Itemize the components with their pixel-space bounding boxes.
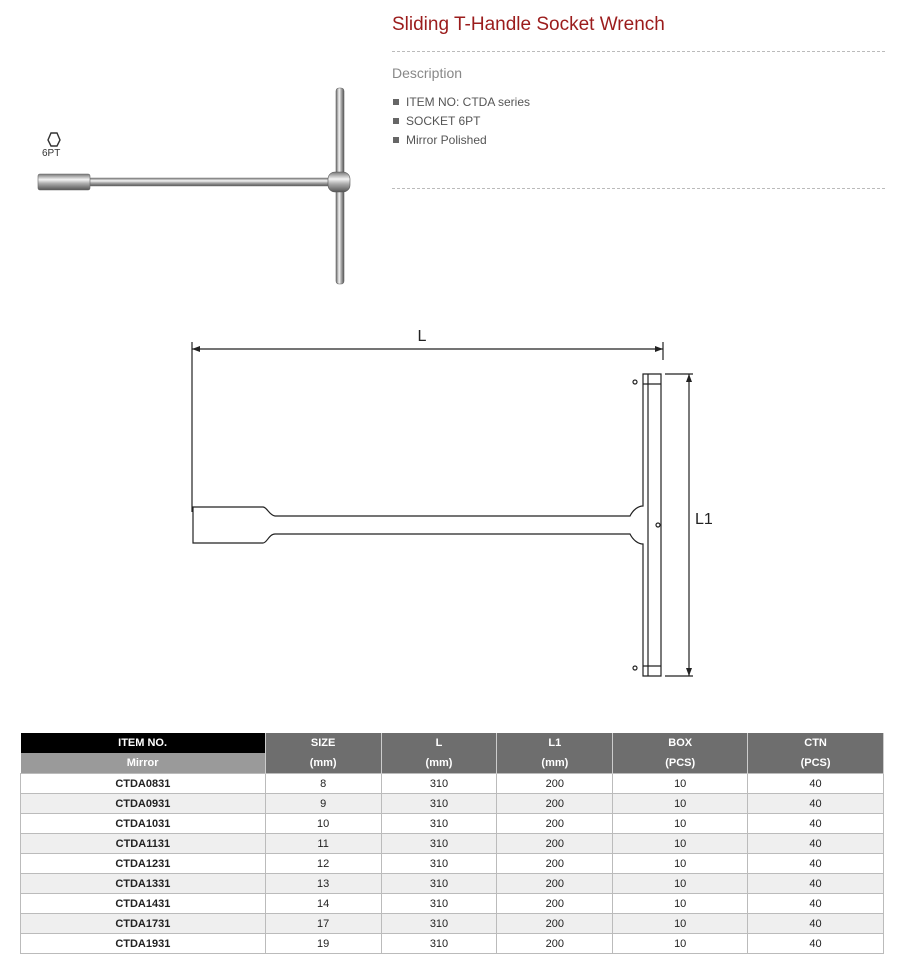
table-cell: 200 [497,914,613,934]
hex-socket-icon [48,133,60,146]
unit-header: (mm) [381,753,497,774]
table-cell: 40 [748,774,884,794]
table-row [21,854,884,874]
description-heading: Description [392,65,463,81]
product-title: Sliding T-Handle Socket Wrench [392,14,665,35]
table-row [21,914,884,934]
wrench-outline [193,374,661,676]
table-cell: 310 [381,854,497,874]
table-cell: 19 [265,934,381,954]
column-header: L [381,733,497,753]
table-cell: 40 [748,794,884,814]
table-cell: 310 [381,874,497,894]
column-header: L1 [497,733,613,753]
item-number-cell: CTDA1731 [21,914,266,934]
table-subheader-row [21,753,884,774]
item-number-cell: CTDA0931 [21,794,266,814]
table-cell: 310 [381,834,497,854]
table-cell: 10 [613,874,748,894]
unit-header: (PCS) [748,753,884,774]
unit-header: (mm) [265,753,381,774]
socket-type-label: 6PT [42,148,61,159]
description-item: ITEM NO: CTDA series [393,94,530,113]
table-cell: 310 [381,774,497,794]
table-cell: 10 [613,774,748,794]
table-cell: 200 [497,834,613,854]
table-cell: 10 [613,934,748,954]
item-no-header: ITEM NO. [21,733,266,753]
item-number-cell: CTDA1031 [21,814,266,834]
table-row [21,894,884,914]
item-number-cell: CTDA0831 [21,774,266,794]
spec-table [20,733,884,954]
item-number-cell: CTDA1931 [21,934,266,954]
table-row [21,774,884,794]
table-cell: 200 [497,894,613,914]
table-cell: 8 [265,774,381,794]
table-cell: 10 [613,854,748,874]
table-cell: 310 [381,934,497,954]
shaft [87,178,337,186]
table-row [21,934,884,954]
unit-header: (PCS) [613,753,748,774]
table-row [21,874,884,894]
table-cell: 40 [748,894,884,914]
divider [392,188,885,189]
table-cell: 40 [748,874,884,894]
table-cell: 310 [381,814,497,834]
description-item: Mirror Polished [393,132,530,151]
socket-end [38,174,90,190]
column-header: CTN [748,733,884,753]
variant-header: Mirror [21,753,266,774]
description-list [393,94,530,151]
table-cell: 10 [613,814,748,834]
table-cell: 40 [748,914,884,934]
table-cell: 12 [265,854,381,874]
table-row [21,814,884,834]
column-header: BOX [613,733,748,753]
table-header-row [21,733,884,753]
table-cell: 9 [265,794,381,814]
item-number-cell: CTDA1131 [21,834,266,854]
table-row [21,794,884,814]
table-cell: 200 [497,934,613,954]
table-cell: 10 [265,814,381,834]
table-cell: 200 [497,854,613,874]
table-cell: 40 [748,834,884,854]
ball-detent [656,523,660,527]
table-cell: 14 [265,894,381,914]
table-cell: 40 [748,814,884,834]
table-row [21,834,884,854]
table-cell: 10 [613,794,748,814]
item-number-cell: CTDA1331 [21,874,266,894]
l-dimension-label: L [417,328,427,345]
unit-header: (mm) [497,753,613,774]
table-cell: 10 [613,894,748,914]
table-cell: 40 [748,854,884,874]
l1-dimension-label: L1 [695,511,713,528]
description-item: SOCKET 6PT [393,113,530,132]
table-cell: 17 [265,914,381,934]
item-number-cell: CTDA1231 [21,854,266,874]
divider [392,51,885,52]
table-cell: 10 [613,834,748,854]
table-cell: 40 [748,934,884,954]
dimension-diagram [185,320,725,690]
table-cell: 11 [265,834,381,854]
table-cell: 310 [381,794,497,814]
table-cell: 200 [497,814,613,834]
product-photo [30,85,360,290]
table-cell: 13 [265,874,381,894]
table-cell: 10 [613,914,748,934]
sliding-joint [328,172,350,192]
table-cell: 310 [381,914,497,934]
table-cell: 310 [381,894,497,914]
table-cell: 200 [497,774,613,794]
table-cell: 200 [497,874,613,894]
item-number-cell: CTDA1431 [21,894,266,914]
column-header: SIZE [265,733,381,753]
table-cell: 200 [497,794,613,814]
